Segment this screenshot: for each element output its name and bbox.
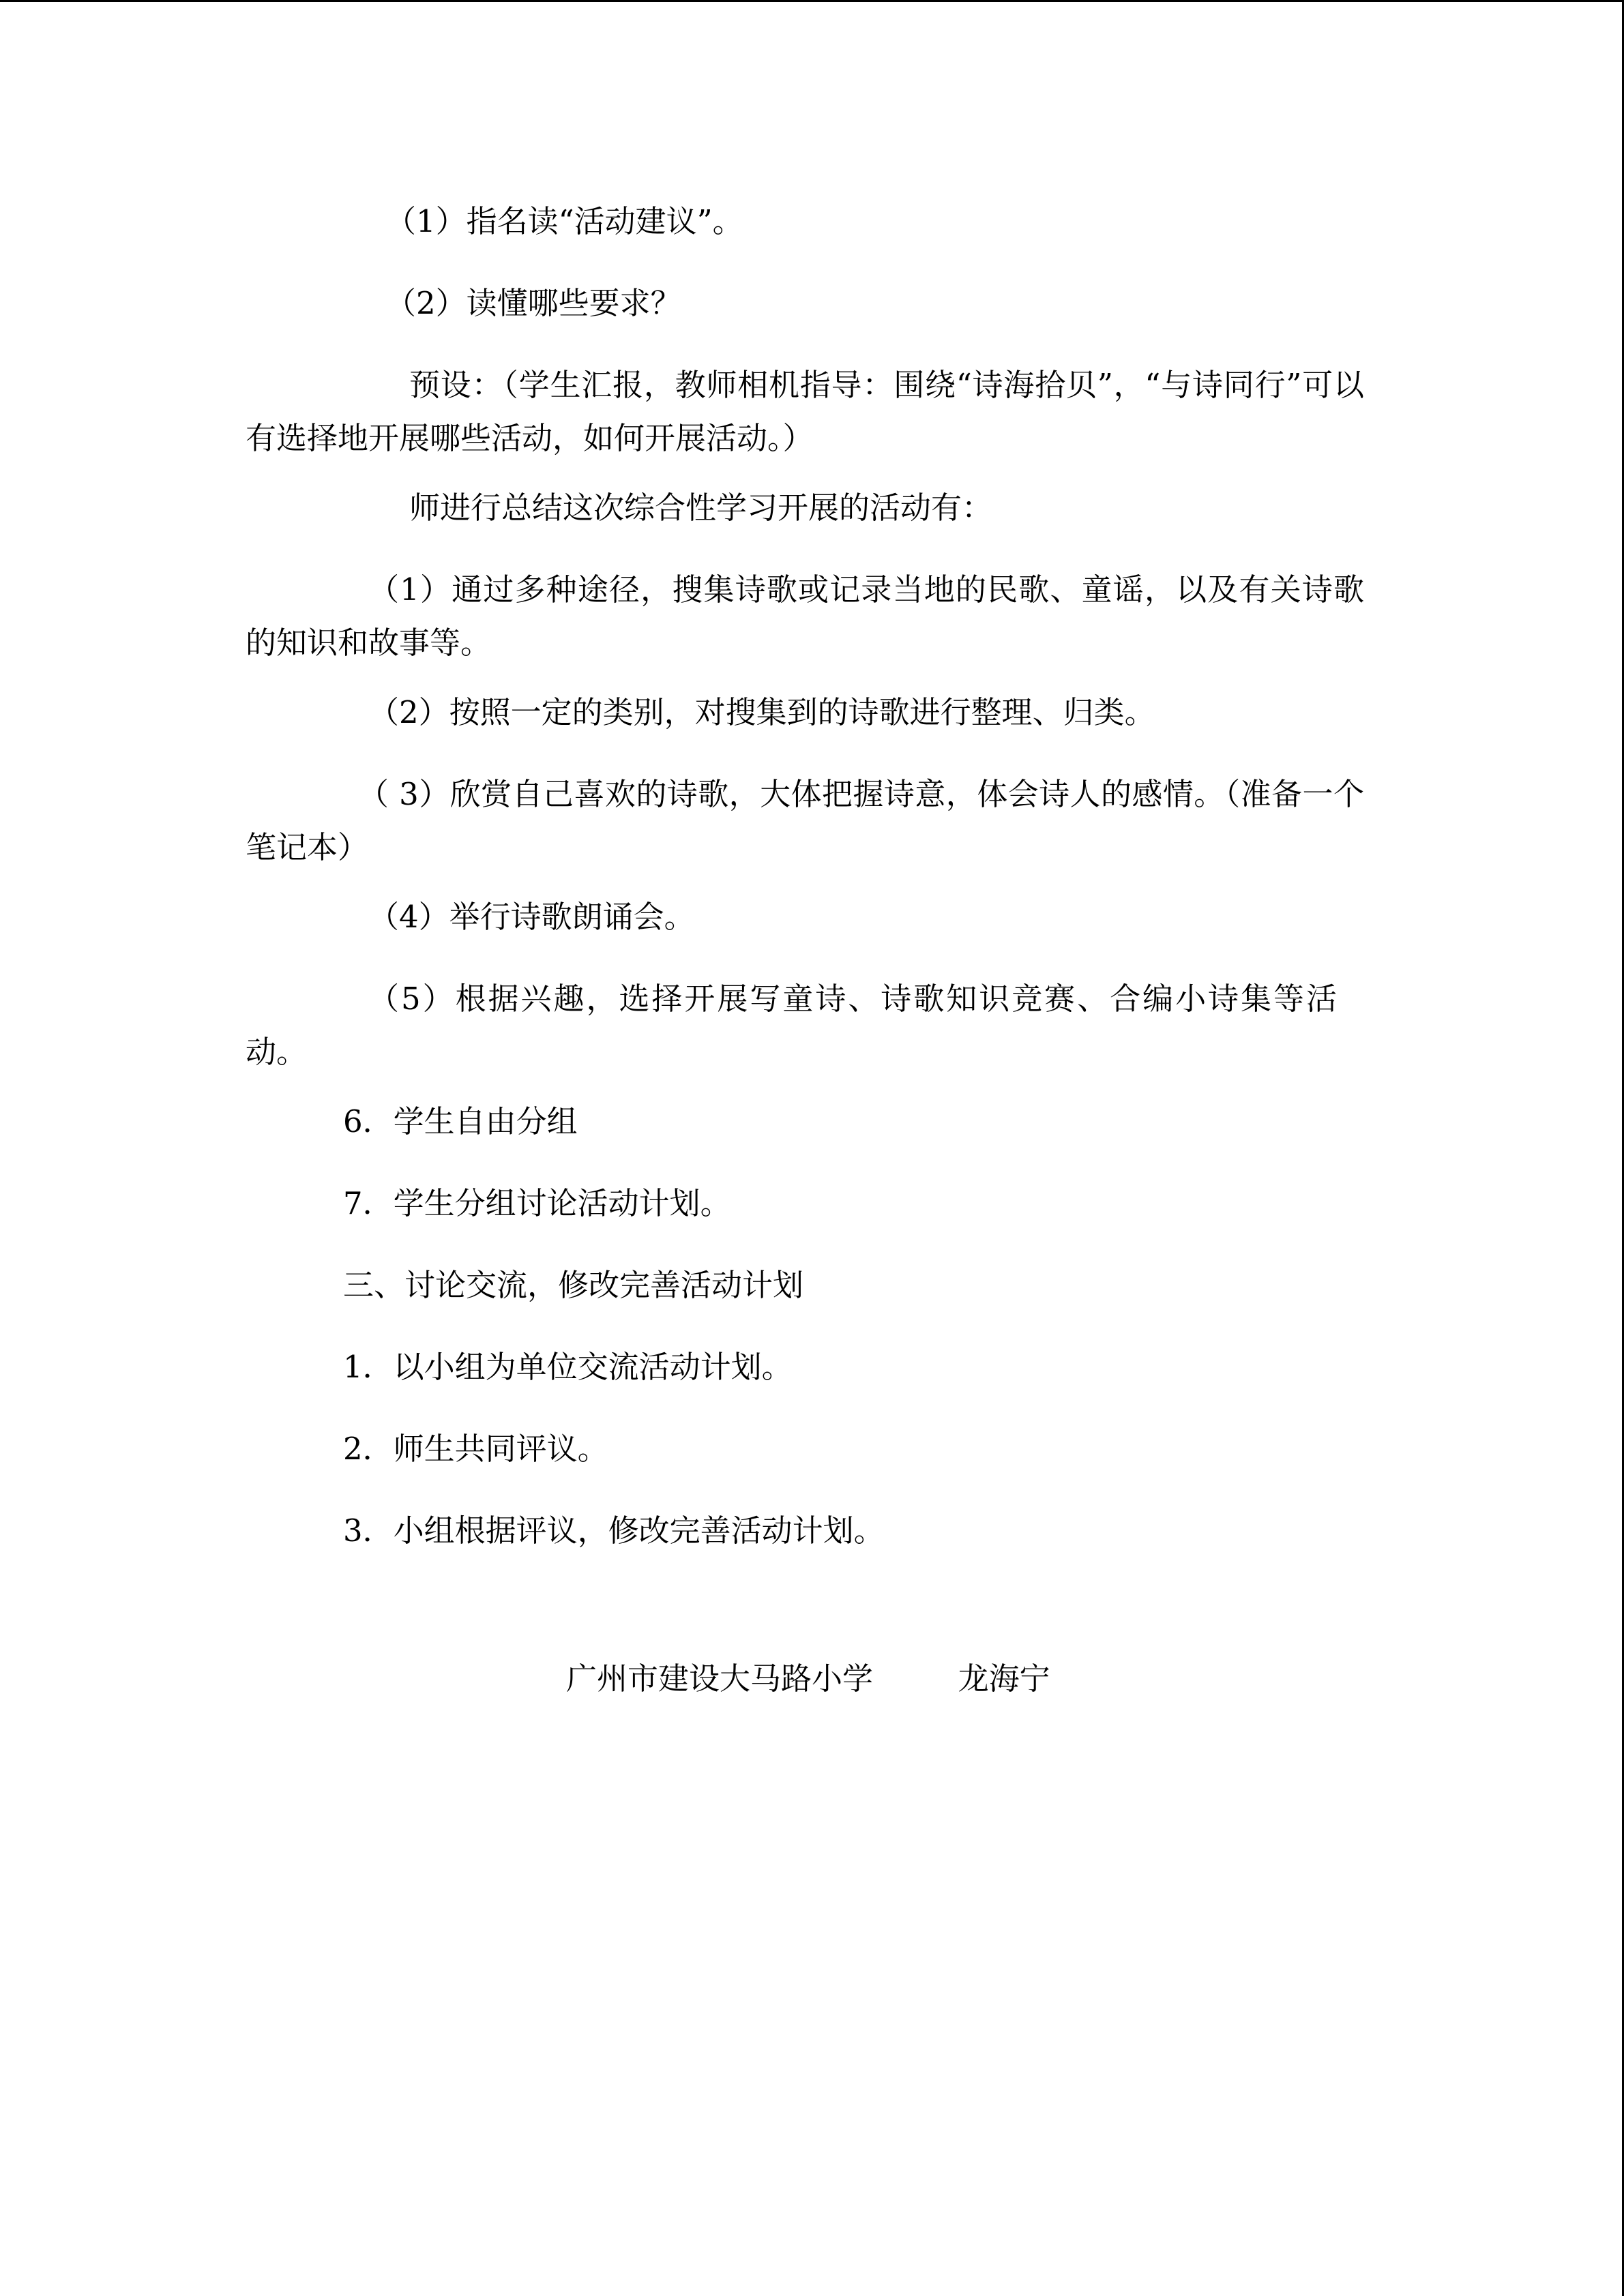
paragraph-11: 7．学生分组讨论活动计划。 — [343, 1185, 731, 1221]
page-top-border — [0, 0, 1624, 2]
paragraph-5: （1）通过多种途径，搜集诗歌或记录当地的民歌、童谣，以及有关诗歌的知识和故事等。 — [246, 571, 1364, 661]
paragraph-13: 2．师生共同评议。 — [343, 1431, 608, 1467]
paragraph-12: 1．以小组为单位交流活动计划。 — [343, 1349, 793, 1385]
paragraph-1: （1）指名读“活动建议”。 — [385, 203, 743, 239]
section-heading: 三、讨论交流，修改完善活动计划 — [343, 1267, 804, 1303]
paragraph-9: （5）根据兴趣，选择开展写童诗、诗歌知识竞赛、合编小诗集等活动。 — [246, 981, 1337, 1070]
paragraph-8: （4）举行诗歌朗诵会。 — [368, 899, 695, 935]
paragraph-6: （2）按照一定的类别，对搜集到的诗歌进行整理、归类。 — [368, 694, 1155, 730]
signature-line — [566, 1652, 1050, 1705]
signature-school: 广州市建设大马路小学 — [566, 1660, 874, 1697]
paragraph-10: 6．学生自由分组 — [343, 1103, 578, 1139]
paragraph-2: （2）读懂哪些要求？ — [385, 285, 681, 321]
paragraph-3: 预设：（学生汇报，教师相机指导：围绕“诗海拾贝”，“与诗同行”可以有选择地开展哪些活动，如何开展活动。） — [246, 367, 1364, 456]
signature-author: 龙海宁 — [958, 1660, 1050, 1697]
paragraph-14: 3．小组根据评议，修改完善活动计划。 — [343, 1512, 885, 1549]
paragraph-7: （ 3）欣赏自己喜欢的诗歌，大体把握诗意，体会诗人的感情。（准备一个笔记本） — [246, 776, 1364, 865]
paragraph-4: 师进行总结这次综合性学习开展的活动有： — [409, 490, 993, 526]
